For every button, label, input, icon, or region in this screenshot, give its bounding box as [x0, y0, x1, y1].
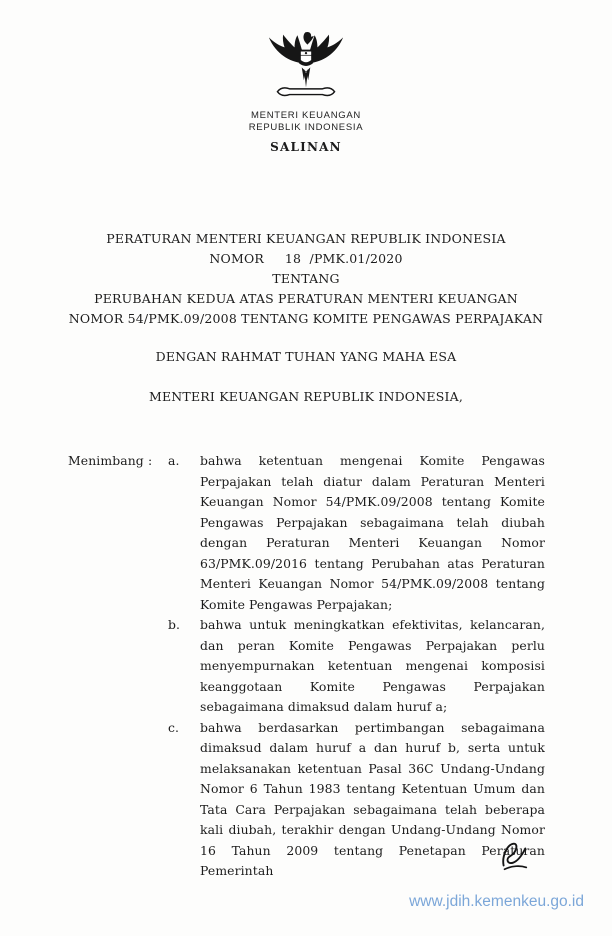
ministry-name-line2: REPUBLIK INDONESIA — [248, 121, 364, 133]
consideration-text-c: bahwa berdasarkan pertimbangan sebagaimana dimaksud dalam huruf a dan huruf b, serta untuk melaksanakan ketentuan Pasal 36C Undang-Undang Nomor 6 Tahun 1983 tentang Ketentuan Umum dan Tata Cara Perpajakan sebagaimana telah beberapa kali diubah, terakhir dengan Undang-Undang Nomor 16 Tahun 2009 tentang Penetapan Peraturan Pemerintah — [200, 719, 545, 878]
regulation-title-block — [40, 229, 572, 329]
grace-line: DENGAN RAHMAT TUHAN YANG MAHA ESA — [155, 349, 457, 364]
garuda-pancasila-emblem — [263, 26, 349, 106]
consideration-text-b: bahwa untuk meningkatkan efektivitas, kelancaran, dan peran Komite Pengawas Perpajakan perlu menyempurnakan ketentuan mengenai komposisi keanggotaan Komite Pengawas Perpajakan sebagaimana dimaksud dalam huruf a; — [200, 617, 545, 714]
consideration-letter-a: a. — [168, 453, 180, 468]
salinan-label: SALINAN — [270, 140, 342, 154]
regulation-title-line1: PERATURAN MENTERI KEUANGAN REPUBLIK INDONESIA — [106, 231, 506, 246]
consideration-letter-c: c. — [168, 719, 180, 735]
regulation-subject-line2: NOMOR 54/PMK.09/2008 TENTANG KOMITE PENGAWAS PERPAJAKAN — [68, 311, 544, 326]
consideration-text-a: bahwa ketentuan mengenai Komite Pengawas Perpajakan telah diatur dalam Peraturan Menteri Keuangan Nomor 54/PMK.09/2008 tentang Komite Pengawas Perpajakan sebagaimana telah diubah dengan Peraturan Menteri Keuangan Nomor 63/PMK.09/2016 tentang Perubahan atas Peraturan Menteri Keuangan Nomor 54/PMK.09/2008 tentang Komite Pengawas Perpajakan; — [200, 453, 545, 612]
regulation-subject-line1: PERUBAHAN KEDUA ATAS PERATURAN MENTERI KEUANGAN — [94, 291, 518, 306]
jdih-watermark: www.jdih.kemenkeu.go.id — [409, 893, 584, 910]
menimbang-label: Menimbang — [68, 453, 144, 468]
ministry-name-line1: MENTERI KEUANGAN — [251, 110, 361, 121]
document-header — [0, 26, 612, 154]
paraf-signature-mark — [497, 840, 531, 874]
considerations-section — [68, 451, 545, 882]
tentang-label: TENTANG — [272, 271, 340, 286]
menimbang-colon: : — [148, 453, 153, 468]
consideration-letter-b: b. — [168, 617, 181, 632]
authority-line: MENTERI KEUANGAN REPUBLIK INDONESIA, — [148, 389, 464, 404]
regulation-number-line: NOMOR 18 /PMK.01/2020 — [209, 251, 403, 266]
